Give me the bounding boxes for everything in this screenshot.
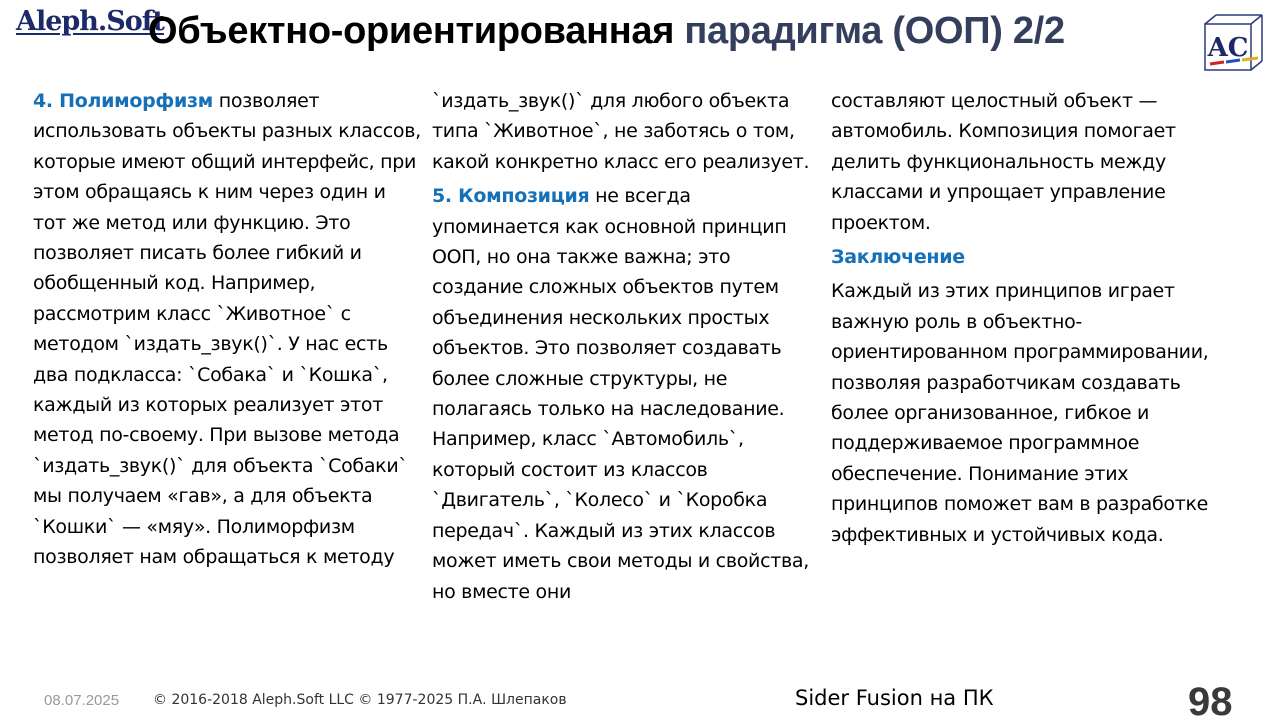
polymorphism-paragraph: [33, 86, 423, 573]
slide-title-part1: Объектно-ориентированная: [148, 10, 685, 52]
content-column-2: [432, 86, 822, 611]
footer-center-text: Sider Fusion на ПК: [795, 686, 994, 710]
content-column-3: [831, 86, 1221, 554]
brand-logo: Aleph.Soft: [16, 6, 164, 37]
footer-date: 08.07.2025: [44, 692, 120, 709]
composition-text: не всегда упоминается как основной принцип ООП, но она также важна; это создание сложных объектов путем объединения нескольких простых объектов. Это позволяет создавать более сложные структуры, не полагаясь только на наследование. Например, класс `Автомобиль`, который состоит из классов `Двигатель`, `Колесо` и `Коробка передач`. Каждый из этих классов может иметь свои методы и свойства, но вместе они: [432, 185, 809, 603]
slide-title: [148, 10, 1065, 53]
corner-logo-text: AC: [1207, 33, 1249, 63]
conclusion-text: Каждый из этих принципов играет важную роль в объектно-ориентированном программировании, позволяя разработчикам создавать более организованное, гибкое и поддерживаемое программное обеспечение. Понимание этих принципов поможет вам в разработке эффективных и устойчивых кода.: [831, 280, 1209, 546]
slide-header: [0, 0, 1280, 80]
footer-copyright: © 2016-2018 Aleph.Soft LLC © 1977-2025 П.А. Шлепаков: [153, 692, 567, 708]
page-number: 98: [1188, 680, 1233, 724]
slide-title-part2: парадигма (ООП) 2/2: [684, 10, 1065, 52]
corner-logo-icon: [1202, 12, 1264, 74]
polymorphism-heading: 4. Полиморфизм: [33, 90, 213, 112]
conclusion-heading: Заключение: [831, 246, 965, 269]
polymorphism-text: позволяет использовать объекты разных классов, которые имеют общий интерфейс, при этом обращаясь к ним через один и тот же метод или функцию. Это позволяет писать более гибкий и обобщенный код. Например, рассмотрим класс `Животное` с методом `издать_звук()`. У нас есть два подкласса: `Собака` и `Кошка`, каждый из которых реализует этот метод по-своему. При вызове метода `издать_звук()` для объекта `Собаки` мы получаем «гав», а для объекта `Кошки` — «мяу». Полиморфизм позволяет нам обращаться к методу: [33, 90, 421, 569]
composition-heading: 5. Композиция: [432, 185, 590, 208]
composition-paragraph: [432, 181, 822, 607]
composition-continuation: составляют целостный объект — автомобиль. Композиция помогает делить функциональность между классами и упрощает управление проектом.: [831, 90, 1176, 234]
polymorphism-continuation: `издать_звук()` для любого объекта типа `Животное`, не заботясь о том, какой конкретно класс его реализует.: [432, 90, 810, 173]
content-column-1: [33, 86, 423, 577]
